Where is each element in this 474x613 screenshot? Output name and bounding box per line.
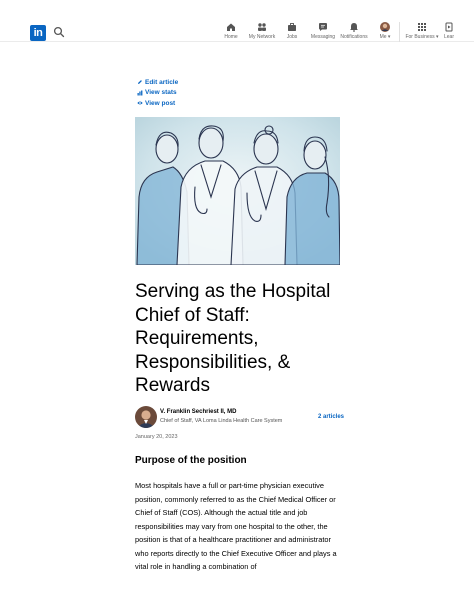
nav-for-business[interactable] bbox=[405, 22, 439, 42]
bar-chart-icon bbox=[137, 90, 143, 96]
article-cover-image bbox=[135, 117, 340, 265]
search-icon[interactable] bbox=[53, 26, 65, 38]
chevron-down-icon: ▾ bbox=[387, 34, 391, 40]
nav-jobs[interactable] bbox=[284, 22, 300, 42]
edit-article-link[interactable] bbox=[137, 77, 178, 87]
nav-me[interactable] bbox=[377, 22, 393, 42]
view-post-label: View post bbox=[145, 99, 176, 107]
avatar bbox=[380, 22, 390, 32]
nav-label: Messaging bbox=[310, 34, 336, 40]
pencil-icon bbox=[137, 79, 143, 85]
nav-my-network[interactable] bbox=[247, 22, 277, 42]
grid-icon bbox=[417, 22, 427, 32]
eye-icon bbox=[137, 100, 143, 106]
bell-icon bbox=[349, 22, 359, 32]
author-headline: Chief of Staff, VA Loma Linda Health Care System bbox=[160, 418, 283, 424]
author-avatar[interactable] bbox=[135, 406, 157, 428]
section-heading: Purpose of the position bbox=[135, 455, 247, 466]
nav-label: Notifications bbox=[340, 34, 368, 40]
nav-label: Me bbox=[379, 34, 387, 40]
linkedin-logo[interactable]: in bbox=[30, 25, 46, 41]
author-name[interactable]: V. Franklin Sechriest II, MD bbox=[160, 409, 237, 415]
briefcase-icon bbox=[287, 22, 297, 32]
network-icon bbox=[257, 22, 267, 32]
nav-messaging[interactable] bbox=[310, 22, 336, 42]
view-post-link[interactable] bbox=[137, 98, 178, 108]
view-stats-link[interactable] bbox=[137, 88, 178, 98]
article-body-paragraph: Most hospitals have a full or part-time physician executive position, commonly referred to as the Chief Medical Officer or Chief of Staff (COS). Although the actual title and job responsibilities may vary from one hospital to the other, the position is that of a healthcare practitioner and administrator who reports directly to the Chief Executive Officer and plays a vital role in handling a combination of bbox=[135, 481, 337, 571]
nav-divider bbox=[399, 22, 400, 42]
top-nav bbox=[0, 0, 474, 42]
messaging-icon bbox=[318, 22, 328, 32]
chevron-down-icon: ▾ bbox=[436, 34, 439, 40]
nav-label: For Business bbox=[405, 34, 435, 40]
view-stats-label: View stats bbox=[145, 89, 177, 96]
author-articles-link[interactable]: 2 articles bbox=[318, 414, 345, 420]
publish-date: January 20, 2023 bbox=[135, 434, 178, 440]
nav-label: Home bbox=[224, 34, 238, 40]
article-title: Serving as the Hospital Chief of Staff: Requirements, Responsibilities, & Rewards bbox=[135, 281, 331, 396]
home-icon bbox=[226, 22, 236, 32]
article-admin-links bbox=[137, 77, 178, 109]
nav-home[interactable] bbox=[222, 22, 240, 42]
learning-icon bbox=[444, 22, 454, 32]
nav-learning[interactable] bbox=[441, 22, 457, 42]
nav-label: My Network bbox=[248, 34, 276, 40]
nav-notifications[interactable] bbox=[340, 22, 368, 42]
nav-label: Lear bbox=[443, 34, 454, 40]
edit-article-label: Edit article bbox=[145, 78, 179, 86]
nav-label: Jobs bbox=[286, 34, 298, 40]
